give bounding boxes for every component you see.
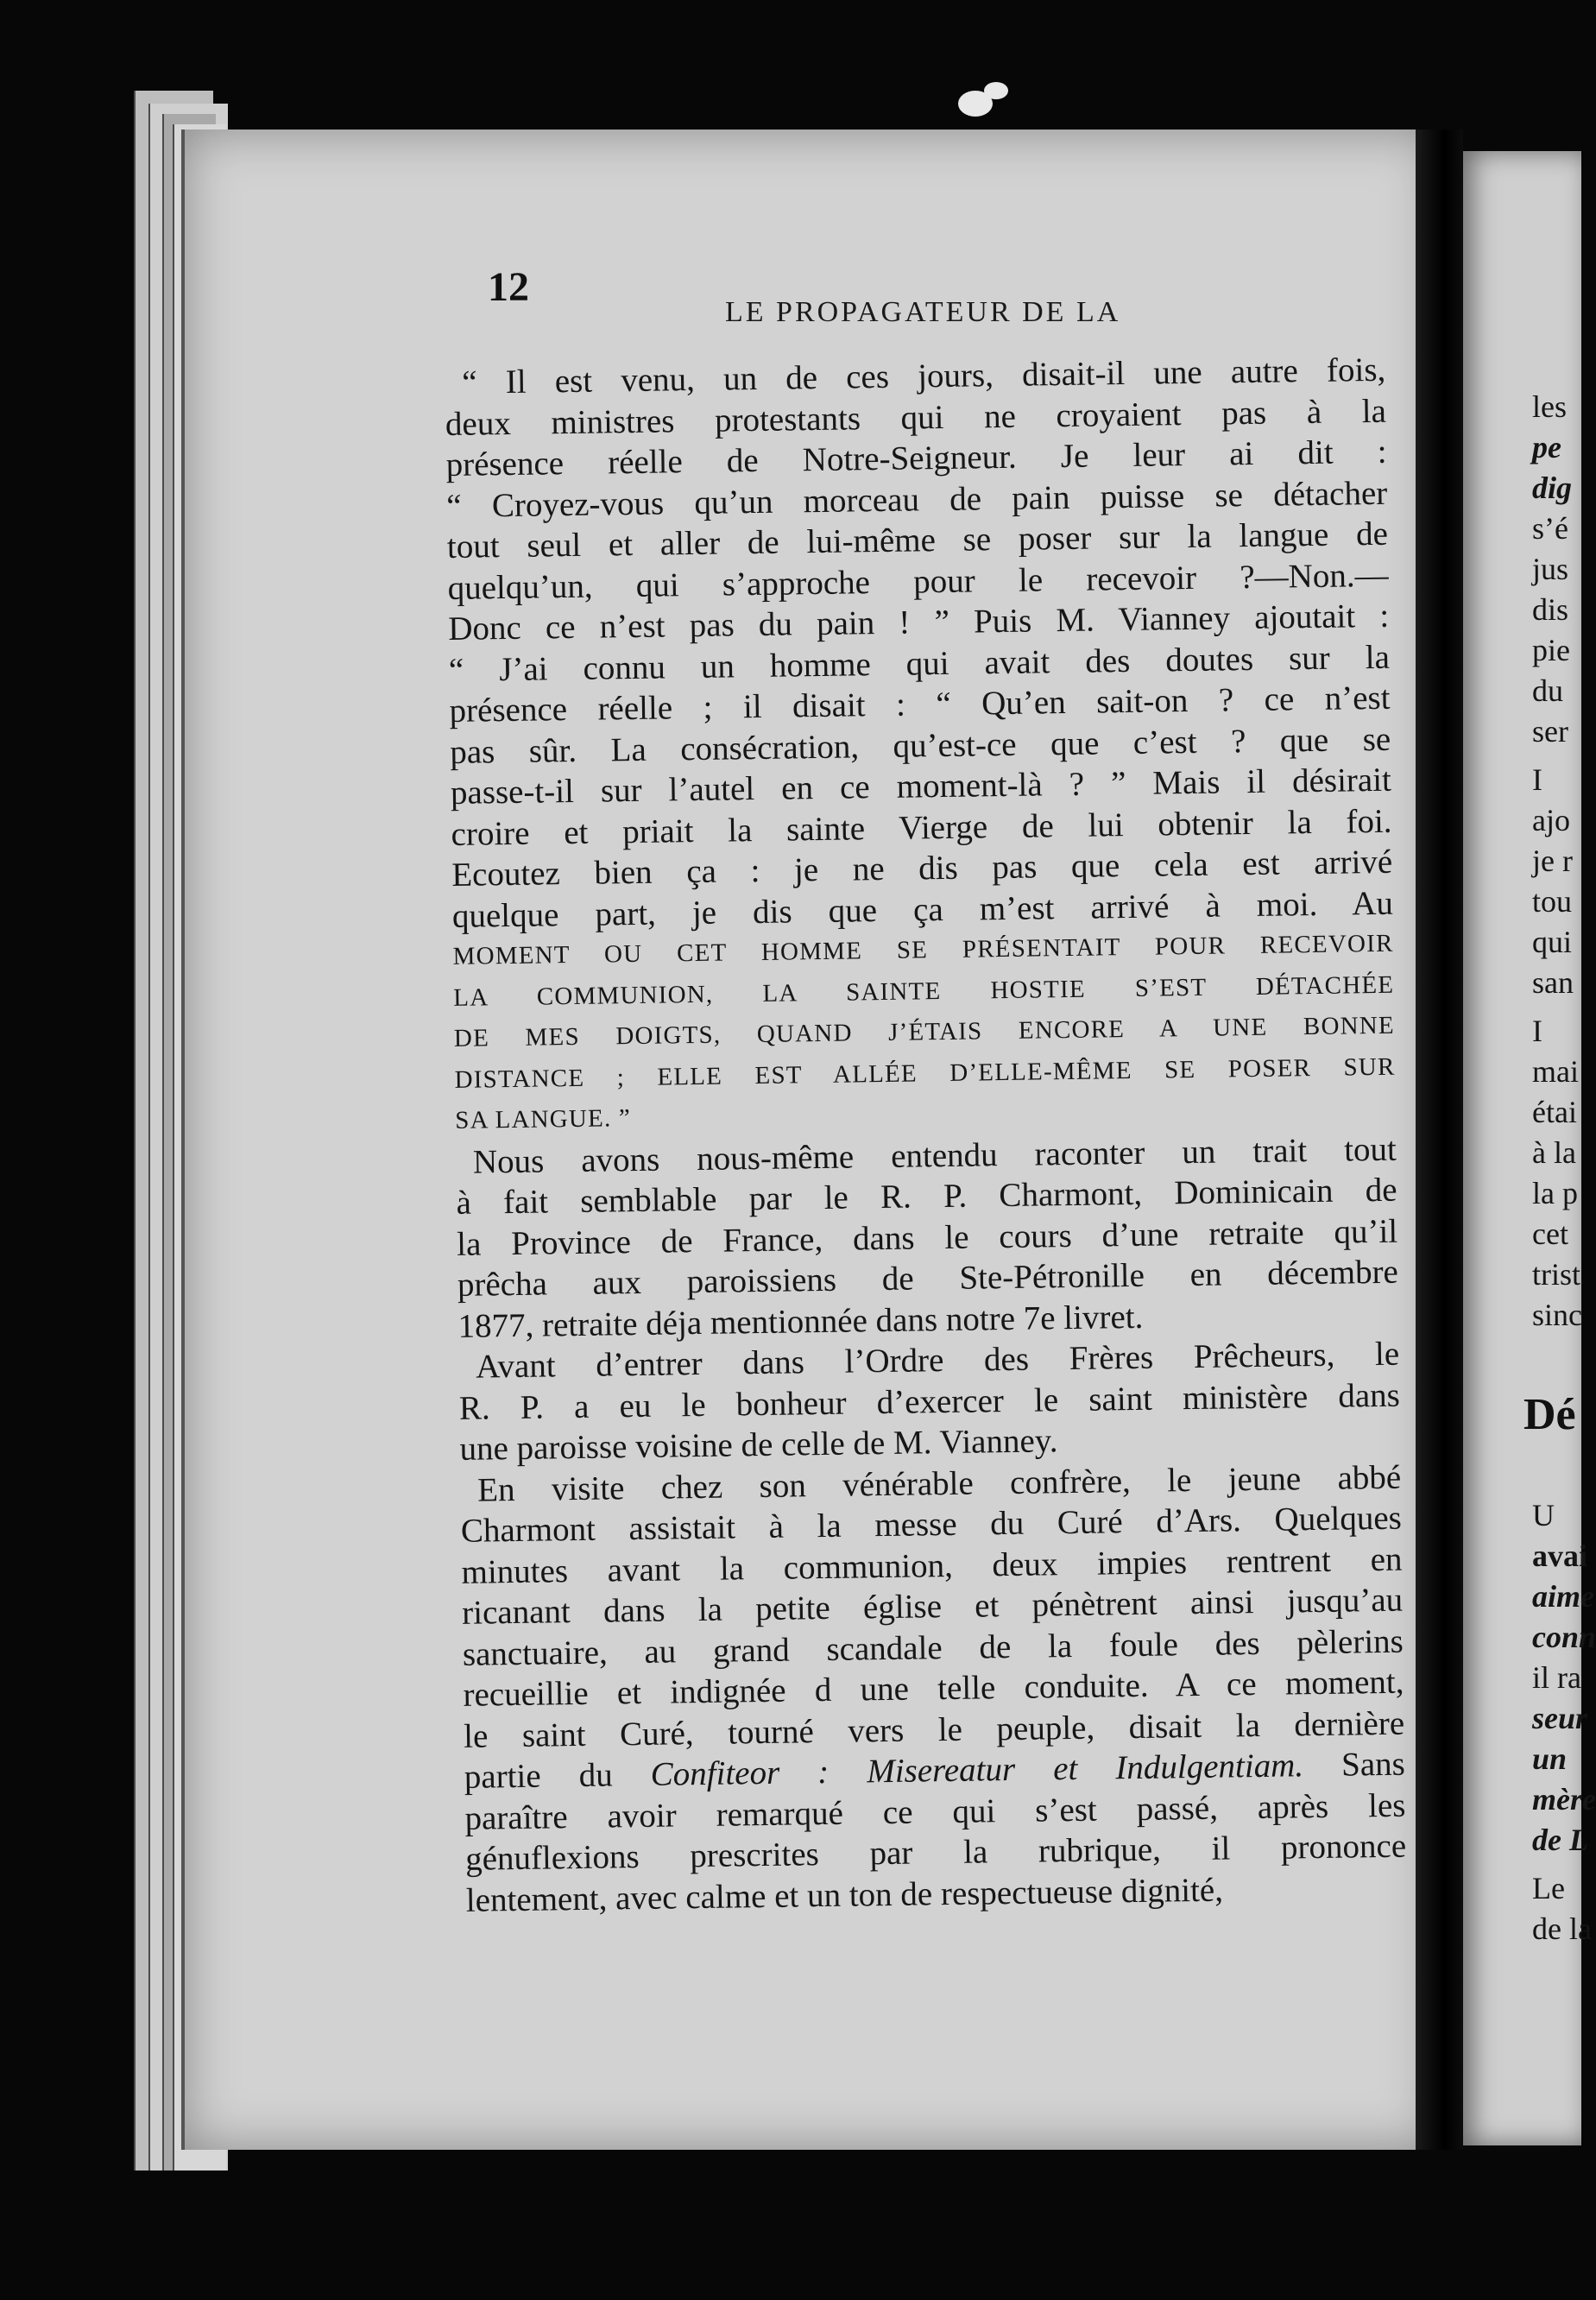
facing-text-fragment: ser	[1532, 714, 1568, 749]
text-line: une paroisse voisine de celle de M. Vianney.	[459, 1422, 1058, 1468]
facing-text-fragment: trist	[1532, 1257, 1581, 1292]
text-line: R. P. a eu le bonheur d’exercer le saint ministère dans	[458, 1376, 1401, 1427]
facing-text-fragment: I	[1532, 1014, 1542, 1048]
facing-text-fragment: il ra	[1532, 1660, 1581, 1695]
facing-text-fragment: tou	[1532, 884, 1573, 919]
text-line: la Province de France, dans le cours d’une retraite qu’il	[456, 1212, 1398, 1263]
facing-text-fragment: les	[1532, 389, 1567, 424]
facing-text-fragment: je r	[1532, 844, 1573, 878]
text-line: ricanant dans la petite église et pénètrent ainsi jusqu’au	[461, 1581, 1404, 1632]
facing-text-fragment: I	[1532, 762, 1542, 797]
facing-text-fragment: de L	[1532, 1823, 1588, 1857]
facing-text-fragment: dis	[1532, 592, 1569, 627]
text-line: Avant d’entrer dans l’Ordre des Frères Prêcheurs, le	[475, 1335, 1400, 1386]
facing-text-fragment: pie	[1532, 633, 1570, 667]
facing-text-fragment: la p	[1532, 1176, 1578, 1210]
text-line: Charmont assistait à la messe du Curé d’Ars. Quelques	[460, 1499, 1403, 1550]
text-line: MOMENT OU CET HOMME SE PRÉSENTAIT POUR RECEVOIR	[452, 929, 1394, 970]
text-line: à fait semblable par le R. P. Charmont, Dominicain de	[456, 1171, 1397, 1222]
text-line: pas sûr. La consécration, qu’est-ce que c’est ? que se	[449, 720, 1391, 771]
text-line: paraître avoir remarqué ce qui s’est passé, après les	[464, 1786, 1406, 1837]
facing-text-fragment: qui	[1532, 925, 1573, 959]
text-line: DE MES DOIGTS, QUAND J’ÉTAIS ENCORE A UNE BONNE	[453, 1011, 1396, 1052]
facing-text-fragment: ajo	[1532, 803, 1570, 837]
facing-text-fragment: mai	[1532, 1054, 1579, 1089]
text-line: LA COMMUNION, LA SAINTE HOSTIE S’EST DÉTACHÉE	[453, 970, 1395, 1012]
text-line: “ J’ai connu un homme qui avait des doutes sur la	[448, 638, 1391, 689]
facing-text-fragment: conn	[1532, 1620, 1596, 1654]
facing-text-fragment: jus	[1532, 552, 1569, 586]
text-line: génuflexions prescrites par la rubrique, il prononce	[464, 1827, 1407, 1878]
facing-text-fragment: à la	[1532, 1135, 1576, 1170]
text-line: tout seul et aller de lui-même se poser sur la langue de	[446, 515, 1389, 566]
facing-text-fragment: Le	[1532, 1871, 1565, 1905]
facing-text-fragment: étai	[1532, 1095, 1577, 1129]
text-line: croire et priait la sainte Vierge de lui obtenir la foi.	[451, 802, 1392, 853]
text-line: passe-t-il sur l’autel en ce moment-là ? ” Mais il désirait	[450, 761, 1392, 812]
facing-text-fragment: aime	[1532, 1579, 1594, 1614]
text-line: Donc ce n’est pas du pain ! ” Puis M. Vianney ajoutait :	[448, 597, 1390, 648]
facing-text-fragment: san	[1532, 965, 1574, 1000]
dust-speck	[984, 82, 1008, 99]
text-line: présence réelle ; il disait : “ Qu’en sait-on ? ce n’est	[449, 679, 1391, 730]
page-number: 12	[488, 264, 529, 310]
facing-text-fragment: s’é	[1532, 511, 1568, 546]
text-line: DISTANCE ; ELLE EST ALLÉE D’ELLE-MÊME SE POSER SUR	[454, 1052, 1396, 1094]
facing-text-fragment: de la	[1532, 1911, 1592, 1946]
text-line: deux ministres protestants qui ne croyaient pas à la	[445, 392, 1387, 443]
text-line: Ecoutez bien ça : je ne dis pas que cela est arrivé	[451, 843, 1393, 894]
facing-heading: Dé	[1523, 1390, 1576, 1439]
running-head: LE PROPAGATEUR DE LA	[725, 296, 1121, 328]
text-line: SA LANGUE. ”	[455, 1104, 632, 1134]
body-text	[445, 350, 1407, 1921]
facing-text-fragment: pe	[1532, 430, 1561, 464]
text-line: partie du Confiteor : Misereatur et Indulgentiam. Sans	[464, 1745, 1406, 1796]
text-line: 1877, retraite déja mentionnée dans notre 7e livret.	[457, 1298, 1144, 1345]
facing-page	[1463, 151, 1596, 2145]
facing-text-fragment: avai	[1532, 1539, 1588, 1573]
facing-text-fragment: mère	[1532, 1782, 1596, 1817]
facing-text-fragment: un	[1532, 1741, 1568, 1776]
text-line: le saint Curé, tourné vers le peuple, disait la dernière	[463, 1704, 1405, 1755]
text-line: “ Croyez-vous qu’un morceau de pain puisse se détacher	[446, 474, 1388, 525]
facing-text-fragment: sinc	[1532, 1298, 1582, 1332]
facing-text-fragment: cet	[1532, 1216, 1568, 1251]
text-line: quelque part, je dis que ça m’est arrivé à moi. Au	[451, 884, 1394, 935]
facing-text-fragment: du	[1532, 673, 1563, 708]
facing-text-fragment: U	[1532, 1498, 1555, 1532]
text-line: “ Il est venu, un de ces jours, disait-il une autre fois,	[462, 351, 1386, 401]
book-gutter	[1416, 130, 1463, 2150]
text-line: prêcha aux paroissiens de Ste-Pétronille en décembre	[457, 1253, 1399, 1304]
text-line: sanctuaire, au grand scandale de la foule des pèlerins	[462, 1622, 1404, 1673]
text-line: Nous avons nous-même entendu raconter un trait tout	[472, 1130, 1397, 1181]
text-line: En visite chez son vénérable confrère, le jeune abbé	[476, 1458, 1402, 1509]
text-line: présence réelle de Notre-Seigneur. Je leur ai dit :	[445, 433, 1387, 483]
text-line: minutes avant la communion, deux impies rentrent en	[461, 1540, 1403, 1591]
facing-text-fragment: seur	[1532, 1701, 1588, 1735]
text-line: recueillie et indignée d une telle conduite. A ce moment,	[463, 1663, 1404, 1714]
text-line: quelqu’un, qui s’approche pour le recevoir ?—Non.—	[447, 556, 1389, 607]
text-line: lentement, avec calme et un ton de respectueuse dignité,	[465, 1871, 1224, 1919]
facing-text-fragment: dig	[1532, 471, 1573, 505]
